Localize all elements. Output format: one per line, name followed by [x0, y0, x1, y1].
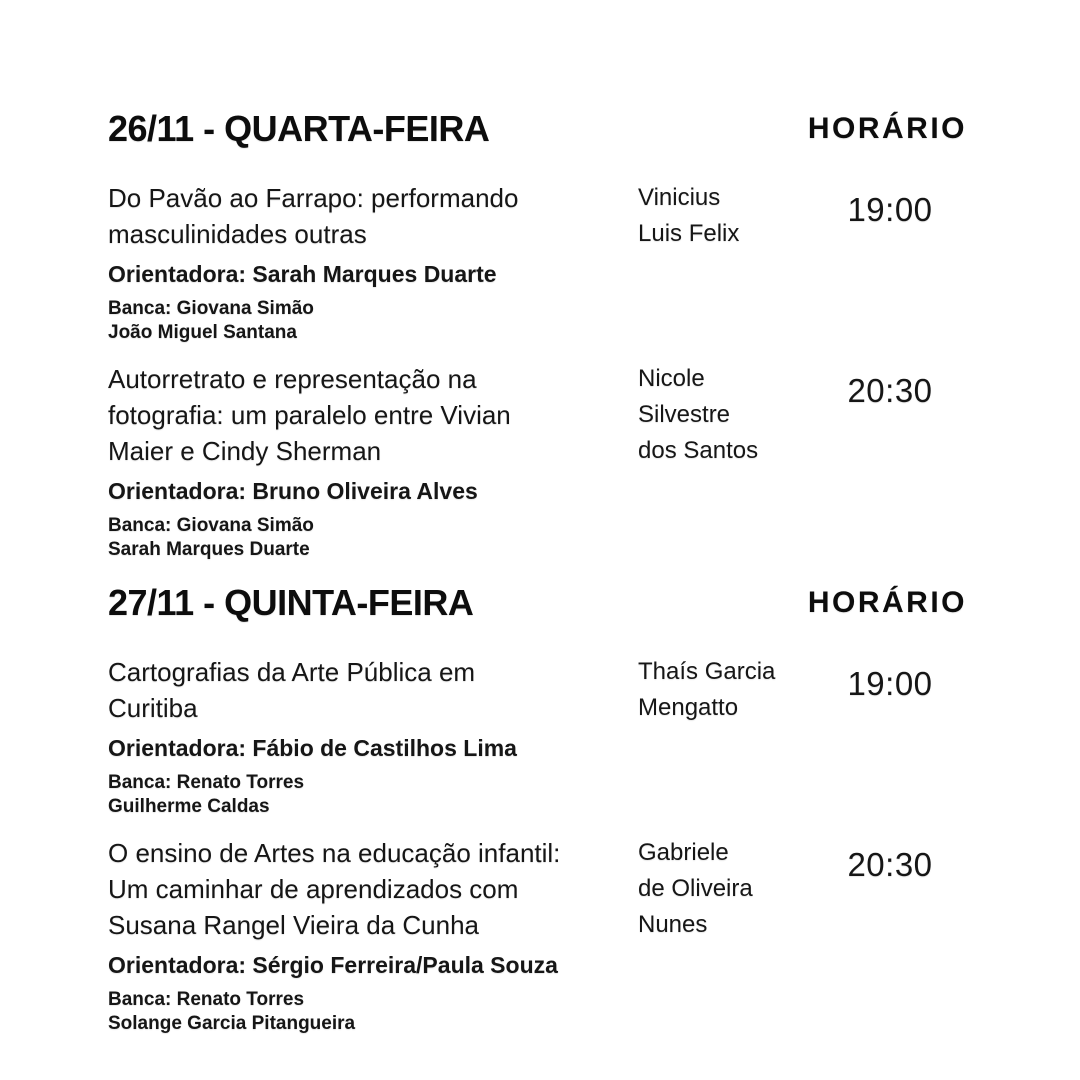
session-time: 19:00	[847, 191, 933, 228]
day-date-label: 26/11 - QUARTA-FEIRA	[108, 108, 490, 149]
day-section-26-11	[108, 108, 967, 562]
work-title	[108, 361, 638, 469]
day-section-27-11	[108, 582, 967, 1036]
day-header	[108, 582, 967, 623]
committee-line: Solange Garcia Pitangueira	[108, 1013, 356, 1034]
committee-line: João Miguel Santana	[108, 322, 297, 343]
session-details	[108, 180, 638, 345]
session-time: 20:30	[847, 372, 933, 409]
time-column-header: HORÁRIO	[807, 112, 967, 145]
time-cell	[813, 180, 967, 345]
committee-block	[108, 514, 638, 562]
advisor-line: Orientadora: Sarah Marques Duarte	[108, 261, 497, 287]
presenter-name-line: Vinicius	[638, 184, 721, 211]
work-title-line: Maier e Cindy Sherman	[108, 436, 382, 466]
session-details	[108, 654, 638, 819]
presenter-name	[638, 654, 813, 819]
presenter-name-line: de Oliveira	[638, 875, 753, 902]
presenter-name	[638, 835, 813, 1036]
presenter-name-line: Mengatto	[638, 694, 739, 721]
day-header	[108, 108, 967, 149]
presenter-name	[638, 180, 813, 345]
committee-line: Banca: Giovana Simão	[108, 298, 314, 319]
committee-block	[108, 297, 638, 345]
day-date-label: 27/11 - QUINTA-FEIRA	[108, 582, 474, 623]
presenter-name-line: Luis Felix	[638, 220, 740, 247]
presenter-name	[638, 361, 813, 562]
session-time: 19:00	[847, 665, 933, 702]
time-column-header: HORÁRIO	[807, 586, 967, 619]
work-title	[108, 835, 638, 943]
work-title-line: Curitiba	[108, 693, 198, 723]
presenter-name-line: Nicole	[638, 365, 705, 392]
session-entry	[108, 361, 967, 562]
committee-line: Banca: Giovana Simão	[108, 515, 314, 536]
work-title	[108, 180, 638, 252]
advisor-line: Orientadora: Bruno Oliveira Alves	[108, 478, 478, 504]
work-title	[108, 654, 638, 726]
session-entry	[108, 654, 967, 819]
session-details	[108, 361, 638, 562]
committee-block	[108, 988, 638, 1036]
committee-line: Guilherme Caldas	[108, 796, 270, 817]
committee-block	[108, 771, 638, 819]
session-details	[108, 835, 638, 1036]
advisor-line: Orientadora: Sérgio Ferreira/Paula Souza	[108, 952, 558, 978]
advisor-line: Orientadora: Fábio de Castilhos Lima	[108, 735, 517, 761]
work-title-line: fotografia: um paralelo entre Vivian	[108, 400, 511, 430]
presenter-name-line: Gabriele	[638, 839, 729, 866]
work-title-line: Um caminhar de aprendizados com	[108, 874, 519, 904]
session-entry	[108, 180, 967, 345]
time-cell	[813, 654, 967, 819]
committee-line: Banca: Renato Torres	[108, 989, 305, 1010]
work-title-line: O ensino de Artes na educação infantil:	[108, 838, 561, 868]
presenter-name-line: Silvestre	[638, 401, 731, 428]
session-time: 20:30	[847, 846, 933, 883]
work-title-line: Do Pavão ao Farrapo: performando	[108, 183, 519, 213]
presenter-name-line: Nunes	[638, 911, 708, 938]
presenter-name-line: dos Santos	[638, 437, 759, 464]
session-entry	[108, 835, 967, 1036]
work-title-line: Cartografias da Arte Pública em	[108, 657, 476, 687]
work-title-line: masculinidades outras	[108, 219, 367, 249]
committee-line: Banca: Renato Torres	[108, 772, 305, 793]
time-cell	[813, 835, 967, 1036]
work-title-line: Susana Rangel Vieira da Cunha	[108, 910, 480, 940]
presenter-name-line: Thaís Garcia	[638, 658, 776, 685]
committee-line: Sarah Marques Duarte	[108, 539, 310, 560]
work-title-line: Autorretrato e representação na	[108, 364, 477, 394]
time-cell	[813, 361, 967, 562]
